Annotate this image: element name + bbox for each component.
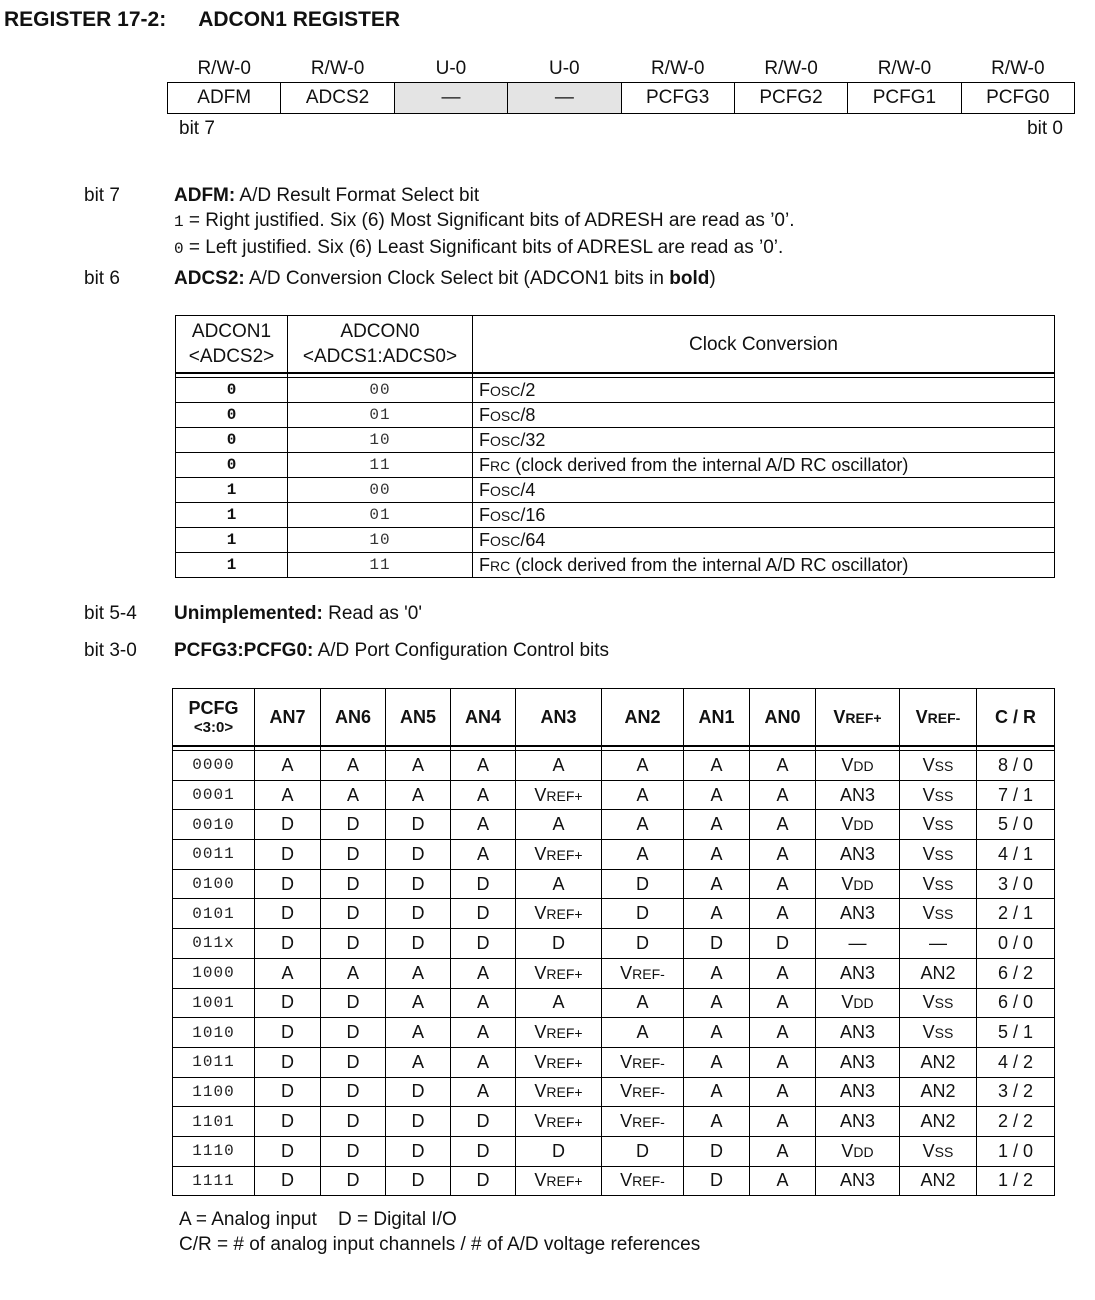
cell-an1: A — [684, 810, 750, 840]
cell-an0: A — [750, 751, 816, 781]
cell-an0: A — [750, 958, 816, 988]
access-bit7: R/W-0 — [197, 58, 251, 79]
table-row — [176, 428, 1055, 453]
cell-an6: A — [321, 958, 386, 988]
table-row — [173, 1077, 1055, 1107]
cell-an2: VREF- — [602, 1077, 684, 1107]
access-bit6: R/W-0 — [310, 58, 365, 79]
cell-an5: D — [386, 810, 451, 840]
cell-an2: D — [602, 1136, 684, 1166]
cell-an5: A — [386, 958, 451, 988]
adcs10-value: 10 — [288, 428, 473, 453]
cell-vrefp: AN3 — [816, 1107, 900, 1137]
table-row — [176, 453, 1055, 478]
cell-an7: D — [255, 1107, 321, 1137]
cell-vrefp: AN3 — [816, 1018, 900, 1048]
cell-an1: A — [684, 958, 750, 988]
cell-an7: D — [255, 1136, 321, 1166]
access-bit0: R/W-0 — [991, 58, 1045, 79]
cell-an4: D — [451, 1136, 516, 1166]
cell-cr: 1 / 2 — [977, 1166, 1055, 1196]
cell-vrefp: AN3 — [816, 1166, 900, 1196]
cell-an5: D — [386, 929, 451, 959]
header-vref-plus: VREF+ — [816, 689, 900, 747]
cell-vrefp: VDD — [816, 988, 900, 1018]
cell-an0: D — [750, 929, 816, 959]
header-an4: AN4 — [451, 689, 516, 747]
cell-an0: A — [750, 840, 816, 870]
cell-an3: VREF+ — [516, 1018, 602, 1048]
header-adcon1: ADCON1 — [191, 321, 272, 342]
adcs10-value: 01 — [288, 403, 473, 428]
cell-an5: A — [386, 988, 451, 1018]
cell-an4: D — [451, 1166, 516, 1196]
cell-an7: D — [255, 869, 321, 899]
cell-an1: A — [684, 751, 750, 781]
cell-an3: VREF+ — [516, 1047, 602, 1077]
table-row — [176, 503, 1055, 528]
table-row — [173, 840, 1055, 870]
cell-vrefm: AN2 — [900, 1107, 977, 1137]
cell-vrefp: AN3 — [816, 899, 900, 929]
cell-an1: A — [684, 780, 750, 810]
cell-an5: A — [386, 1047, 451, 1077]
port-config-table — [172, 688, 1055, 1196]
cell-vrefm: VSS — [900, 780, 977, 810]
bit-name-unimplemented-4: — — [508, 83, 621, 114]
cell-vrefm: AN2 — [900, 958, 977, 988]
cell-vrefp: AN3 — [816, 1047, 900, 1077]
cell-an5: D — [386, 1136, 451, 1166]
cell-vrefp: VDD — [816, 869, 900, 899]
cell-an5: D — [386, 840, 451, 870]
cell-vrefm: VSS — [900, 869, 977, 899]
adcs10-value: 11 — [288, 553, 473, 578]
cell-an6: D — [321, 929, 386, 959]
table-row — [176, 403, 1055, 428]
bit-name-adcs2: ADCS2 — [281, 83, 394, 114]
cell-an6: D — [321, 810, 386, 840]
header-clock-conversion: Clock Conversion — [473, 316, 1055, 374]
cell-an2: VREF- — [602, 1107, 684, 1137]
cell-an6: D — [321, 988, 386, 1018]
cell-cr: 2 / 2 — [977, 1107, 1055, 1137]
cell-code: 1000 — [173, 958, 255, 988]
access-bit2: R/W-0 — [764, 58, 818, 79]
cell-an7: D — [255, 929, 321, 959]
cell-vrefm: VSS — [900, 840, 977, 870]
bit-name-pcfg1: PCFG1 — [848, 83, 961, 114]
cell-cr: 3 / 2 — [977, 1077, 1055, 1107]
header-vref-minus: VREF- — [900, 689, 977, 747]
cell-cr: 2 / 1 — [977, 899, 1055, 929]
cell-an4: D — [451, 899, 516, 929]
cell-an0: A — [750, 1107, 816, 1137]
cell-an5: D — [386, 869, 451, 899]
register-title — [4, 8, 400, 32]
adcs10-value: 10 — [288, 528, 473, 553]
cell-an2: A — [602, 988, 684, 1018]
cell-an0: A — [750, 869, 816, 899]
cell-code: 1101 — [173, 1107, 255, 1137]
header-an2: AN2 — [602, 689, 684, 747]
cell-an3: VREF+ — [516, 1107, 602, 1137]
cell-an6: D — [321, 1018, 386, 1048]
cell-an3: A — [516, 869, 602, 899]
cell-an5: D — [386, 1107, 451, 1137]
cell-an1: A — [684, 988, 750, 1018]
cell-an7: D — [255, 1018, 321, 1048]
cell-an2: D — [602, 899, 684, 929]
header-cr: C / R — [977, 689, 1055, 747]
legend-line-2: C/R = # of analog input channels / # of A/D voltage references — [179, 1234, 701, 1255]
adcs2-value: 1 — [176, 528, 288, 553]
cell-vrefm: VSS — [900, 988, 977, 1018]
cell-an4: A — [451, 1018, 516, 1048]
cell-an0: A — [750, 780, 816, 810]
access-bit3: R/W-0 — [650, 58, 705, 79]
cell-vrefm: VSS — [900, 1018, 977, 1048]
cell-an3: VREF+ — [516, 958, 602, 988]
cell-an7: A — [255, 780, 321, 810]
cell-an0: A — [750, 810, 816, 840]
cell-code: 1111 — [173, 1166, 255, 1196]
cell-code: 0011 — [173, 840, 255, 870]
header-an1: AN1 — [684, 689, 750, 747]
cell-an2: A — [602, 840, 684, 870]
table-row — [173, 751, 1055, 781]
cell-an3: VREF+ — [516, 780, 602, 810]
cell-an3: VREF+ — [516, 1077, 602, 1107]
cell-vrefm: VSS — [900, 899, 977, 929]
cell-an0: A — [750, 988, 816, 1018]
cell-vrefp: AN3 — [816, 780, 900, 810]
bit-label: bit 7 — [84, 185, 120, 206]
cell-an7: A — [255, 958, 321, 988]
header-an5: AN5 — [386, 689, 451, 747]
cell-an6: D — [321, 1047, 386, 1077]
cell-an6: D — [321, 1166, 386, 1196]
cell-an5: A — [386, 751, 451, 781]
cell-an5: D — [386, 1077, 451, 1107]
cell-vrefm: AN2 — [900, 1047, 977, 1077]
cell-vrefp: VDD — [816, 1136, 900, 1166]
cell-cr: 8 / 0 — [977, 751, 1055, 781]
header-an0: AN0 — [750, 689, 816, 747]
header-pcfg: PCFG <3:0> — [173, 689, 255, 747]
cell-vrefm: VSS — [900, 751, 977, 781]
cell-an2: A — [602, 780, 684, 810]
cell-an7: D — [255, 1047, 321, 1077]
cell-cr: 7 / 1 — [977, 780, 1055, 810]
table-row — [173, 958, 1055, 988]
field-text: A/D Conversion Clock Select bit (ADCON1 bits in — [244, 268, 670, 289]
cell-an4: A — [451, 1077, 516, 1107]
cell-code: 1010 — [173, 1018, 255, 1048]
bit-name-adfm: ADFM — [168, 83, 281, 114]
cell-an4: A — [451, 810, 516, 840]
header-adcs10: <ADCS1:ADCS0> — [302, 346, 458, 367]
legend-line-1: A = Analog input D = Digital I/O — [179, 1209, 457, 1230]
cell-cr: 6 / 0 — [977, 988, 1055, 1018]
cell-an7: D — [255, 1166, 321, 1196]
cell-an1: A — [684, 899, 750, 929]
cell-an3: VREF+ — [516, 1166, 602, 1196]
cell-an6: D — [321, 869, 386, 899]
table-row — [176, 478, 1055, 503]
cell-an4: A — [451, 1047, 516, 1077]
adcs2-value: 1 — [176, 478, 288, 503]
cell-cr: 5 / 1 — [977, 1018, 1055, 1048]
cell-vrefp: VDD — [816, 751, 900, 781]
cell-an4: A — [451, 958, 516, 988]
bit-name-pcfg0: PCFG0 — [961, 83, 1074, 114]
cell-vrefp: AN3 — [816, 840, 900, 870]
field-name: Unimplemented: — [174, 603, 323, 624]
cell-an1: A — [684, 840, 750, 870]
clock-value: FOSC/2 — [473, 378, 1055, 403]
adcs2-value: 0 — [176, 378, 288, 403]
cell-an1: A — [684, 869, 750, 899]
option-text: = Right justified. Six (6) Most Significant bits of ADRESH are read as ’0’. — [183, 210, 795, 231]
cell-an4: A — [451, 751, 516, 781]
adcs10-value: 00 — [288, 378, 473, 403]
pcfg-table-header — [173, 689, 1055, 747]
cell-an1: A — [684, 1047, 750, 1077]
bit-name-unimplemented-5: — — [394, 83, 507, 114]
option-value: 0 — [174, 240, 184, 258]
bit-name-row — [168, 83, 1075, 114]
cell-an6: A — [321, 780, 386, 810]
cell-an4: A — [451, 988, 516, 1018]
field-text: A/D Result Format Select bit — [235, 185, 480, 206]
adcs2-value: 1 — [176, 503, 288, 528]
cell-vrefp: AN3 — [816, 1077, 900, 1107]
clock-value: FOSC/64 — [473, 528, 1055, 553]
bold-word: bold — [669, 268, 710, 289]
cell-an2: VREF- — [602, 1166, 684, 1196]
table-row — [173, 1166, 1055, 1196]
cell-cr: 4 / 1 — [977, 840, 1055, 870]
cell-an7: D — [255, 988, 321, 1018]
clock-value: FOSC/4 — [473, 478, 1055, 503]
cell-code: 1100 — [173, 1077, 255, 1107]
table-row — [176, 378, 1055, 403]
bit-low-label: bit 0 — [1027, 118, 1063, 139]
bit-name-pcfg3: PCFG3 — [621, 83, 734, 114]
cell-an3: VREF+ — [516, 899, 602, 929]
cell-code: 0010 — [173, 810, 255, 840]
cell-an2: A — [602, 1018, 684, 1048]
table-row — [173, 1136, 1055, 1166]
cell-vrefp: AN3 — [816, 958, 900, 988]
bit-label: bit 5-4 — [84, 603, 137, 624]
cell-an7: D — [255, 840, 321, 870]
cell-an3: A — [516, 810, 602, 840]
cell-an4: D — [451, 1107, 516, 1137]
cell-vrefm: — — [900, 929, 977, 959]
adcs10-value: 11 — [288, 453, 473, 478]
field-name: PCFG3:PCFG0: — [174, 640, 314, 661]
bit-name-pcfg2: PCFG2 — [734, 83, 847, 114]
cell-an4: D — [451, 929, 516, 959]
cell-an3: A — [516, 751, 602, 781]
cell-an7: D — [255, 899, 321, 929]
cell-an1: A — [684, 1107, 750, 1137]
option-text: = Left justified. Six (6) Least Significant bits of ADRESL are read as ’0’. — [183, 237, 784, 258]
access-bit1: R/W-0 — [877, 58, 932, 79]
cell-cr: 3 / 0 — [977, 869, 1055, 899]
adcs2-value: 1 — [176, 553, 288, 578]
cell-code: 1110 — [173, 1136, 255, 1166]
cell-an5: A — [386, 1018, 451, 1048]
table-row — [176, 528, 1055, 553]
cell-an6: D — [321, 1077, 386, 1107]
cell-vrefm: VSS — [900, 1136, 977, 1166]
cell-cr: 4 / 2 — [977, 1047, 1055, 1077]
bit-high-label: bit 7 — [179, 118, 215, 139]
table-row — [176, 553, 1055, 578]
cell-an0: A — [750, 1047, 816, 1077]
cell-an3: D — [516, 1136, 602, 1166]
adcs10-value: 00 — [288, 478, 473, 503]
cell-an4: A — [451, 780, 516, 810]
table-row — [173, 869, 1055, 899]
cell-an3: D — [516, 929, 602, 959]
cell-vrefm: AN2 — [900, 1166, 977, 1196]
clock-value: FRC (clock derived from the internal A/D RC oscillator) — [473, 553, 1055, 578]
register-number: REGISTER 17-2: — [4, 8, 167, 31]
cell-an1: D — [684, 1166, 750, 1196]
cell-an2: A — [602, 810, 684, 840]
clock-select-table — [175, 315, 1055, 578]
table-row — [173, 1018, 1055, 1048]
header-adcs2: <ADCS2> — [188, 346, 275, 367]
clock-value: FRC (clock derived from the internal A/D RC oscillator) — [473, 453, 1055, 478]
register-bit-map — [167, 56, 1075, 144]
cell-an0: A — [750, 1018, 816, 1048]
access-bit5: U-0 — [435, 58, 467, 79]
clock-value: FOSC/16 — [473, 503, 1055, 528]
table-row — [173, 1047, 1055, 1077]
table-row — [173, 988, 1055, 1018]
cell-an2: VREF- — [602, 1047, 684, 1077]
table-row — [173, 780, 1055, 810]
table-legend — [179, 1207, 700, 1257]
cell-code: 1011 — [173, 1047, 255, 1077]
cell-an0: A — [750, 1166, 816, 1196]
table-row — [173, 810, 1055, 840]
cell-code: 0001 — [173, 780, 255, 810]
cell-an1: D — [684, 1136, 750, 1166]
cell-an5: D — [386, 1166, 451, 1196]
header-an3: AN3 — [516, 689, 602, 747]
cell-an6: D — [321, 899, 386, 929]
cell-an2: A — [602, 751, 684, 781]
header-an7: AN7 — [255, 689, 321, 747]
bit-label: bit 3-0 — [84, 640, 137, 661]
field-text: Read as '0' — [322, 603, 423, 624]
clock-value: FOSC/32 — [473, 428, 1055, 453]
cell-an7: A — [255, 751, 321, 781]
cell-an0: A — [750, 1136, 816, 1166]
cell-an6: D — [321, 1107, 386, 1137]
cell-an3: VREF+ — [516, 840, 602, 870]
clock-table-header — [176, 316, 1055, 374]
cell-an6: D — [321, 840, 386, 870]
cell-vrefm: VSS — [900, 810, 977, 840]
cell-code: 0100 — [173, 869, 255, 899]
bit-label: bit 6 — [84, 268, 120, 289]
cell-an2: D — [602, 869, 684, 899]
cell-an0: A — [750, 1077, 816, 1107]
cell-an0: A — [750, 899, 816, 929]
cell-an7: D — [255, 1077, 321, 1107]
cell-vrefm: AN2 — [900, 1077, 977, 1107]
adcs10-value: 01 — [288, 503, 473, 528]
adcs2-value: 0 — [176, 403, 288, 428]
access-bit4: U-0 — [549, 58, 580, 79]
cell-vrefp: — — [816, 929, 900, 959]
clock-value: FOSC/8 — [473, 403, 1055, 428]
field-text: A/D Port Configuration Control bits — [313, 640, 610, 661]
cell-cr: 0 / 0 — [977, 929, 1055, 959]
field-name: ADFM: — [174, 185, 236, 206]
table-row — [173, 1107, 1055, 1137]
cell-an3: A — [516, 988, 602, 1018]
cell-an1: A — [684, 1077, 750, 1107]
table-row — [173, 929, 1055, 959]
option-value: 1 — [174, 213, 184, 231]
table-row — [173, 899, 1055, 929]
cell-an2: VREF- — [602, 958, 684, 988]
cell-code: 0101 — [173, 899, 255, 929]
cell-code: 011x — [173, 929, 255, 959]
cell-an4: D — [451, 869, 516, 899]
cell-an6: D — [321, 1136, 386, 1166]
cell-an6: A — [321, 751, 386, 781]
cell-cr: 6 / 2 — [977, 958, 1055, 988]
cell-an5: D — [386, 899, 451, 929]
header-adcon0: ADCON0 — [340, 321, 420, 342]
cell-an1: D — [684, 929, 750, 959]
cell-vrefp: VDD — [816, 810, 900, 840]
cell-code: 1001 — [173, 988, 255, 1018]
header-an6: AN6 — [321, 689, 386, 747]
access-row — [168, 56, 1075, 83]
cell-an4: A — [451, 840, 516, 870]
adcs2-value: 0 — [176, 428, 288, 453]
cell-an2: D — [602, 929, 684, 959]
register-name: ADCON1 REGISTER — [198, 8, 401, 31]
field-name: ADCS2: — [174, 268, 245, 289]
cell-cr: 5 / 0 — [977, 810, 1055, 840]
adcs2-value: 0 — [176, 453, 288, 478]
field-text-end: ) — [709, 268, 716, 289]
cell-code: 0000 — [173, 751, 255, 781]
cell-an5: A — [386, 780, 451, 810]
cell-an1: A — [684, 1018, 750, 1048]
cell-an7: D — [255, 810, 321, 840]
cell-cr: 1 / 0 — [977, 1136, 1055, 1166]
